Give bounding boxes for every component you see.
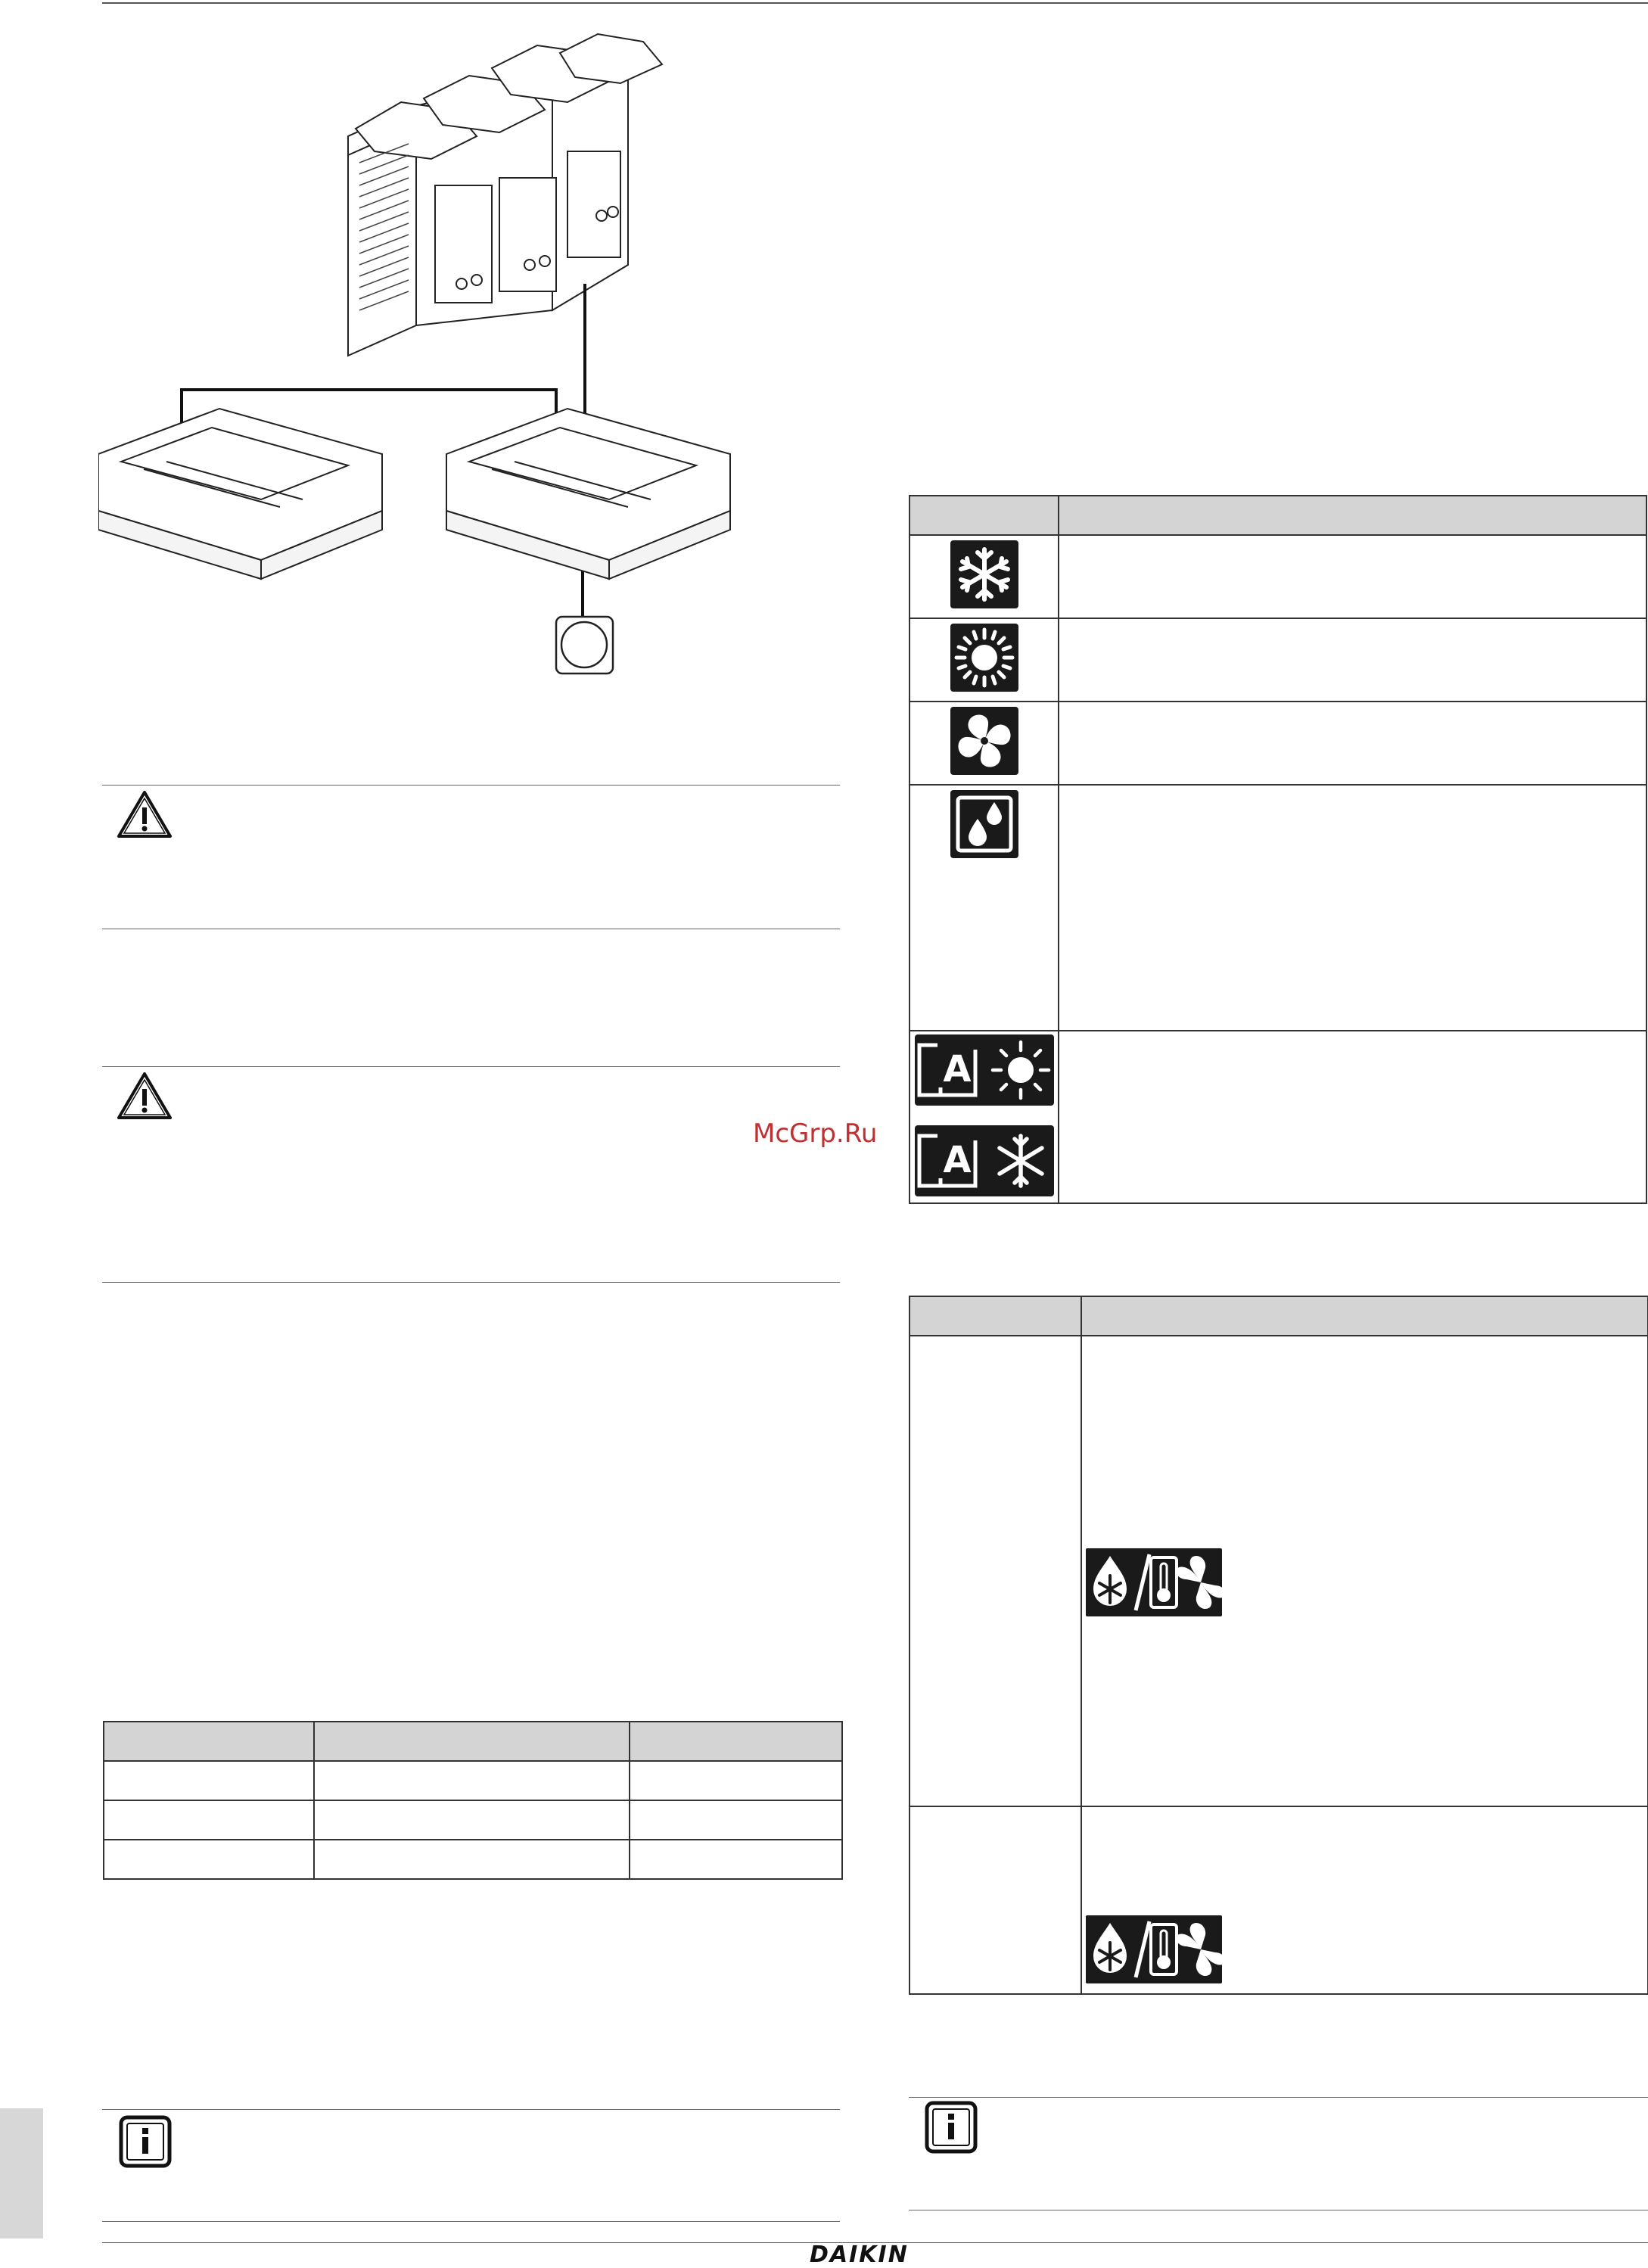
warning-triangle-icon bbox=[116, 1071, 173, 1121]
cool-heat-fan-icon bbox=[1086, 1915, 1222, 1983]
table-row bbox=[104, 1800, 842, 1840]
table-cell bbox=[104, 1800, 314, 1840]
svg-text:A: A bbox=[942, 1048, 972, 1090]
table-header bbox=[630, 1722, 842, 1761]
table-header bbox=[314, 1722, 630, 1761]
table-row bbox=[910, 535, 1646, 618]
table-cell bbox=[314, 1840, 630, 1879]
user-interface bbox=[556, 617, 613, 674]
table-header bbox=[910, 496, 1059, 535]
table-cell bbox=[1081, 1806, 1648, 1994]
info-icon bbox=[119, 2115, 172, 2168]
indoor-unit-left bbox=[98, 409, 382, 579]
mode-description bbox=[1059, 618, 1646, 702]
table-header-row bbox=[910, 496, 1646, 535]
table-cell bbox=[630, 1800, 842, 1840]
table-cell bbox=[1081, 1336, 1648, 1806]
auto-heat-cool-icon bbox=[915, 1034, 1054, 1106]
table-cell bbox=[910, 1806, 1081, 1994]
system-layout-drawing bbox=[98, 15, 779, 681]
notice-rule bbox=[102, 2109, 840, 2110]
icon-cell bbox=[910, 1031, 1059, 1203]
notice-rule bbox=[102, 1282, 840, 1283]
table-header-row bbox=[104, 1722, 842, 1761]
table-header bbox=[1059, 496, 1646, 535]
side-tab bbox=[0, 2108, 43, 2238]
notice-rule bbox=[102, 2221, 840, 2222]
table-cell bbox=[104, 1840, 314, 1879]
mode-description bbox=[1059, 535, 1646, 618]
fan-only-icon bbox=[950, 707, 1018, 775]
mode-description bbox=[1059, 1031, 1646, 1203]
notice-rule bbox=[909, 2097, 1648, 2098]
cool-heat-fan-icon bbox=[1086, 1548, 1222, 1616]
table-row bbox=[104, 1840, 842, 1879]
table-header bbox=[1081, 1296, 1648, 1336]
table-row bbox=[910, 1336, 1648, 1806]
table-cell bbox=[104, 1761, 314, 1800]
top-rule bbox=[102, 2, 1648, 4]
operation-table bbox=[909, 1296, 1648, 1995]
icon-cell bbox=[910, 535, 1059, 618]
notice-rule bbox=[102, 785, 840, 786]
table-header bbox=[910, 1296, 1081, 1336]
table-cell bbox=[910, 1336, 1081, 1806]
table-cell bbox=[630, 1761, 842, 1800]
heating-sun-icon bbox=[950, 624, 1018, 692]
brand-logo: DAIKIN bbox=[810, 2242, 909, 2268]
table-row bbox=[910, 785, 1646, 1031]
table-row bbox=[910, 618, 1646, 702]
icon-cell bbox=[910, 618, 1059, 702]
mode-description bbox=[1059, 702, 1646, 785]
table-header-row bbox=[910, 1296, 1648, 1336]
cooling-snowflake-icon bbox=[950, 540, 1018, 608]
icon-cell bbox=[910, 785, 1059, 1031]
mode-icon-table bbox=[909, 495, 1647, 1204]
small-table bbox=[103, 1721, 843, 1880]
warning-triangle-icon bbox=[116, 789, 173, 839]
mode-description bbox=[1059, 785, 1646, 1031]
notice-rule bbox=[102, 1066, 840, 1067]
table-row bbox=[910, 1806, 1648, 1994]
watermark: McGrp.Ru bbox=[753, 1118, 878, 1149]
auto-cool-icon bbox=[915, 1125, 1054, 1196]
table-cell bbox=[630, 1840, 842, 1879]
svg-text:A: A bbox=[942, 1139, 972, 1181]
icon-cell bbox=[910, 702, 1059, 785]
indoor-unit-right bbox=[446, 409, 730, 579]
table-row bbox=[104, 1761, 842, 1800]
dry-droplet-icon bbox=[950, 790, 1018, 858]
table-row bbox=[910, 702, 1646, 785]
table-header bbox=[104, 1722, 314, 1761]
table-row bbox=[910, 1031, 1646, 1203]
table-cell bbox=[314, 1800, 630, 1840]
table-cell bbox=[314, 1761, 630, 1800]
info-icon bbox=[925, 2101, 978, 2154]
